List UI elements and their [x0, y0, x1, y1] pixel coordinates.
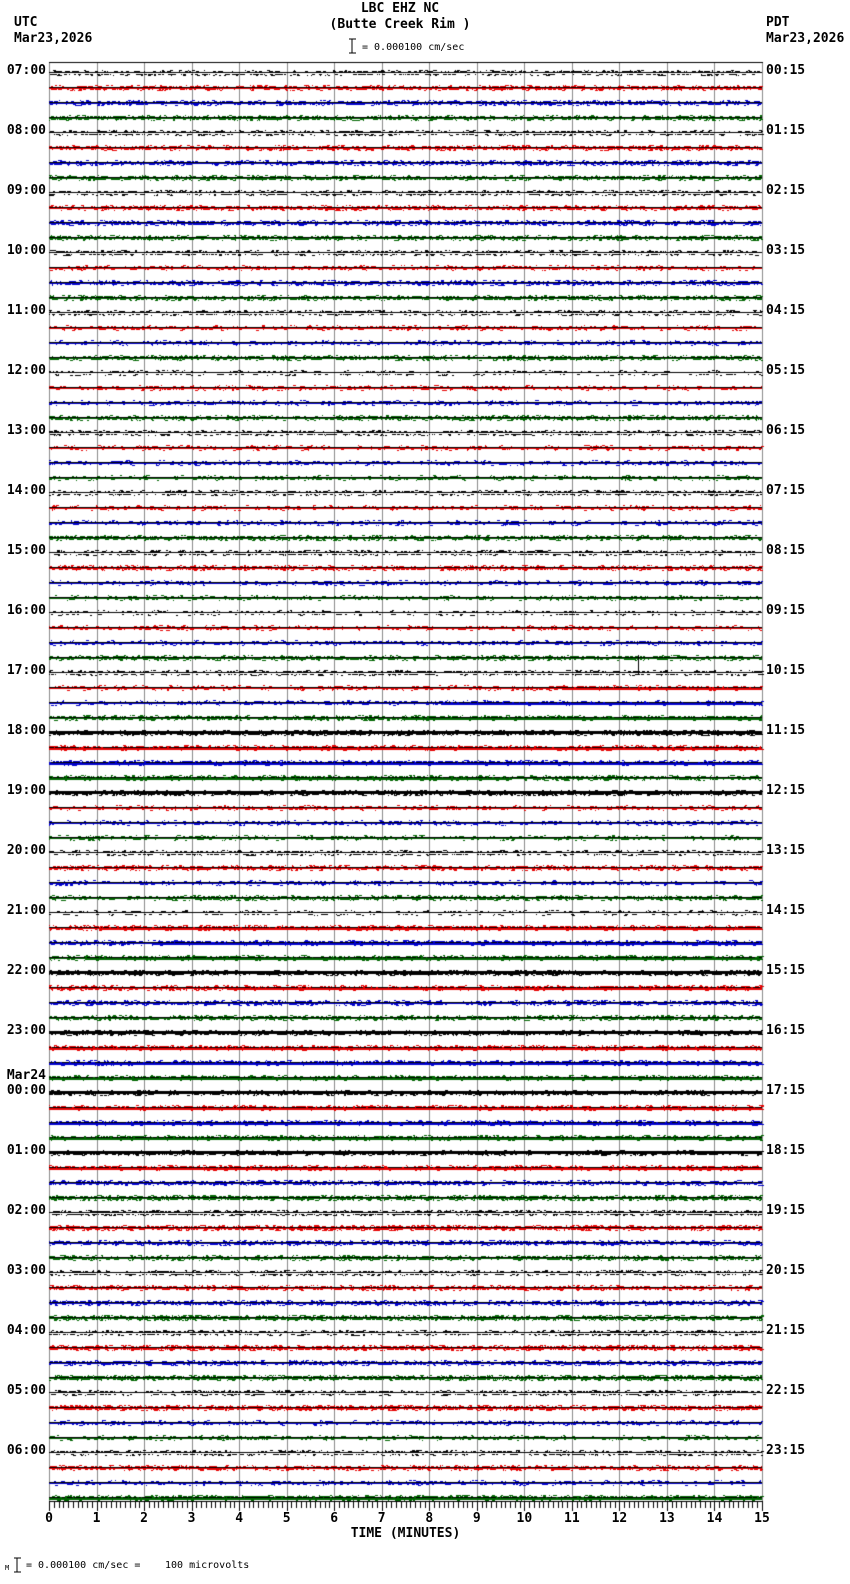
x-tick-label: 4	[235, 1511, 244, 1526]
x-tick-label: 13	[659, 1511, 675, 1526]
x-tick-label: 6	[330, 1511, 339, 1526]
utc-hour-label: 22:00	[6, 963, 46, 978]
footer-prefix: M	[5, 1564, 10, 1572]
utc-hour-label: 04:00	[6, 1323, 46, 1338]
footer-equiv-text: 100 microvolts	[165, 1560, 250, 1571]
utc-hour-label: 19:00	[6, 783, 46, 798]
pdt-hour-label: 01:15	[766, 123, 806, 138]
pdt-hour-label: 11:15	[766, 723, 806, 738]
x-tick-label: 9	[472, 1511, 481, 1526]
x-tick-label: 3	[187, 1511, 196, 1526]
pdt-date-label: Mar23,2026	[766, 31, 845, 46]
utc-hour-label: 12:00	[6, 363, 46, 378]
pdt-hour-label: 04:15	[766, 303, 806, 318]
pdt-hour-label: 15:15	[766, 963, 806, 978]
utc-hour-label: 16:00	[6, 603, 46, 618]
pdt-hour-label: 05:15	[766, 363, 806, 378]
page-title: LBC EHZ NC	[360, 1, 440, 16]
pdt-hour-label: 22:15	[766, 1383, 806, 1398]
utc-hour-label: 08:00	[6, 123, 46, 138]
pdt-hour-label: 14:15	[766, 903, 806, 918]
pdt-hour-label: 08:15	[766, 543, 806, 558]
utc-hour-label: 06:00	[6, 1443, 46, 1458]
pdt-hour-label: 21:15	[766, 1323, 806, 1338]
pdt-hour-label: 07:15	[766, 483, 806, 498]
utc-hour-label: 15:00	[6, 543, 46, 558]
utc-hour-label: 11:00	[6, 303, 46, 318]
amplitude-scalebar-icon	[348, 38, 357, 54]
utc-hour-label: 02:00	[6, 1203, 46, 1218]
x-tick-label: 0	[45, 1511, 53, 1526]
utc-hour-label: 14:00	[6, 483, 46, 498]
x-tick-label: 12	[611, 1511, 628, 1526]
utc-hour-label: 13:00	[6, 423, 46, 438]
utc-hour-label: 20:00	[6, 843, 46, 858]
pdt-hour-label: 17:15	[766, 1083, 806, 1098]
pdt-hour-label: 06:15	[766, 423, 806, 438]
x-tick-label: 2	[140, 1511, 148, 1526]
pdt-hour-label: 09:15	[766, 603, 806, 618]
utc-zone-label: UTC	[14, 15, 38, 30]
x-tick-label: 8	[425, 1511, 434, 1526]
pdt-hour-label: 03:15	[766, 243, 806, 258]
utc-hour-label: 05:00	[6, 1383, 46, 1398]
pdt-zone-label: PDT	[766, 15, 790, 30]
x-tick-label: 1	[92, 1511, 101, 1526]
utc-hour-label: 17:00	[6, 663, 46, 678]
page-subtitle: (Butte Creek Rim )	[329, 17, 471, 32]
utc-hour-label: 00:00	[6, 1083, 46, 1098]
utc-hour-label: 07:00	[6, 63, 46, 78]
pdt-hour-label: 10:15	[766, 663, 806, 678]
x-axis-title: TIME (MINUTES)	[350, 1526, 461, 1541]
x-tick-label: 10	[516, 1511, 533, 1526]
pdt-hour-label: 18:15	[766, 1143, 806, 1158]
pdt-hour-label: 23:15	[766, 1443, 806, 1458]
scale-value-label: = 0.000100 cm/sec	[362, 42, 465, 53]
utc-hour-label: 03:00	[6, 1263, 46, 1278]
pdt-hour-label: 19:15	[766, 1203, 806, 1218]
x-tick-label: 7	[377, 1511, 386, 1526]
x-tick-label: 14	[706, 1511, 723, 1526]
pdt-hour-label: 16:15	[766, 1023, 806, 1038]
utc-hour-label: 10:00	[6, 243, 46, 258]
pdt-hour-label: 13:15	[766, 843, 806, 858]
amplitude-scalebar-icon	[13, 1557, 22, 1573]
utc-hour-label: 21:00	[6, 903, 46, 918]
footer-scale-text: = 0.000100 cm/sec =	[26, 1560, 141, 1571]
x-tick-label: 11	[564, 1511, 580, 1526]
utc-date-label: Mar23,2026	[14, 31, 93, 46]
pdt-hour-label: 20:15	[766, 1263, 806, 1278]
utc-date-change-label: Mar24	[6, 1068, 46, 1083]
utc-hour-label: 18:00	[6, 723, 46, 738]
x-tick-label: 5	[282, 1511, 291, 1526]
utc-hour-label: 01:00	[6, 1143, 46, 1158]
pdt-hour-label: 02:15	[766, 183, 806, 198]
x-tick-label: 15	[754, 1511, 770, 1526]
pdt-hour-label: 00:15	[766, 63, 806, 78]
pdt-hour-label: 12:15	[766, 783, 806, 798]
utc-hour-label: 09:00	[6, 183, 46, 198]
utc-hour-label: 23:00	[6, 1023, 46, 1038]
